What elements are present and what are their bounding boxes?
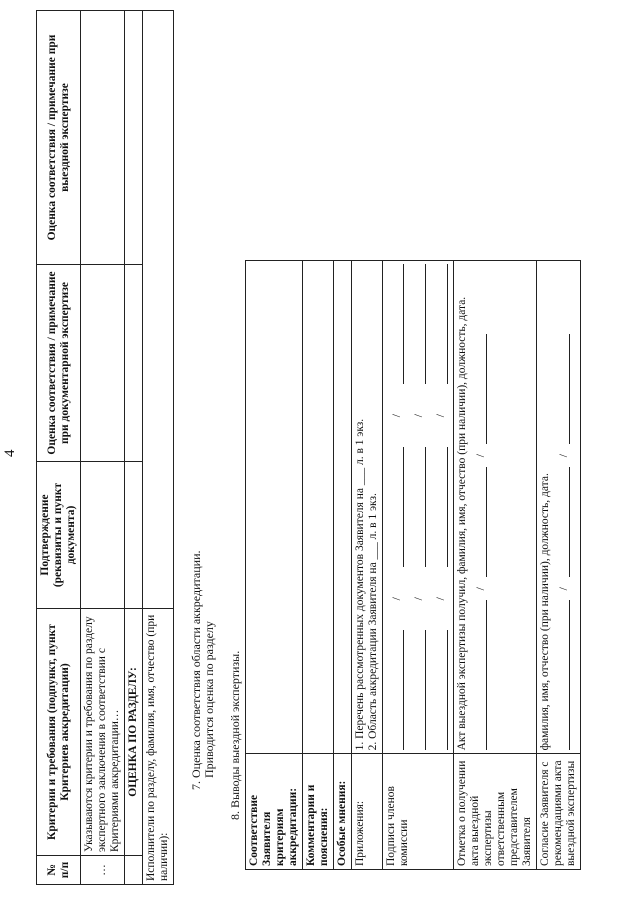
compliance-label: Соответствие Заявителя критериям аккредитации: bbox=[246, 754, 303, 870]
receipt-blank bbox=[475, 334, 487, 444]
row-number: … bbox=[81, 856, 125, 885]
receipt-label: Отметка о получении акта выездной экспертизы ответственным представителем Заявителя bbox=[454, 754, 537, 870]
consent-blank bbox=[558, 467, 570, 577]
signatures-value bbox=[383, 261, 454, 754]
consent-text: фамилия, имя, отчество (при наличии), должность, дата. bbox=[539, 473, 551, 751]
conclusions-table bbox=[245, 260, 581, 870]
signature-blank bbox=[413, 447, 426, 567]
row-criteria-text: Указываются критерии и требования по разделу экспертного заключения в соответствии с Критериями аккредитации… bbox=[81, 609, 125, 856]
special-value bbox=[334, 261, 352, 754]
section-score-empty-1 bbox=[125, 462, 143, 609]
signature-blank bbox=[391, 630, 404, 750]
consent-blank bbox=[558, 600, 570, 750]
consent-label: Согласие Заявителя с рекомендациями акта выездной экспертизы bbox=[537, 754, 581, 870]
comments-label: Комментарии и пояснения: bbox=[303, 754, 334, 870]
comments-row bbox=[303, 261, 334, 870]
col-criteria-header: Критерии и требования (подпункт, пункт Критериев аккредитации) bbox=[37, 609, 81, 856]
signature-blank bbox=[413, 630, 426, 750]
consent-row bbox=[537, 261, 581, 870]
criteria-table bbox=[36, 10, 174, 885]
signature-blank bbox=[413, 264, 426, 384]
row-doc-assessment bbox=[81, 265, 125, 462]
consent-blanks: / / bbox=[558, 264, 571, 750]
col-doc-assessment-header: Оценка соответствия / примечание при документарной экспертизе bbox=[37, 265, 81, 462]
receipt-blank bbox=[475, 467, 487, 577]
signature-line-1: / / bbox=[385, 264, 407, 750]
page-number: 4 bbox=[2, 449, 18, 457]
col-site-assessment-header: Оценка соответствия / примечание при выездной экспертизе bbox=[37, 11, 81, 265]
attachments-row bbox=[352, 261, 383, 870]
section-score-row bbox=[125, 11, 143, 885]
section7 bbox=[190, 551, 216, 791]
section-score-label: ОЦЕНКА ПО РАЗДЕЛУ: bbox=[125, 609, 143, 856]
signature-blank bbox=[391, 264, 404, 384]
compliance-value bbox=[246, 261, 303, 754]
attachments-value bbox=[352, 261, 383, 754]
signature-blank bbox=[435, 630, 448, 750]
section8-title: 8. Выводы выездной экспертизы. bbox=[228, 650, 242, 820]
section-score-num bbox=[125, 856, 143, 885]
table-row bbox=[81, 11, 125, 885]
section-score-empty-3 bbox=[125, 11, 143, 265]
signature-line-2: / / bbox=[407, 264, 429, 750]
section7-subtitle: Приводится оценка по разделу bbox=[202, 621, 216, 778]
signature-line-3: / / bbox=[429, 264, 451, 750]
signature-blank bbox=[435, 447, 448, 567]
criteria-header-row bbox=[37, 11, 81, 885]
signature-blank bbox=[435, 264, 448, 384]
receipt-row bbox=[454, 261, 537, 870]
attachment-1: 1. Перечень рассмотренных документов Заявителя на ___ л. в 1 экз. bbox=[354, 418, 366, 751]
executors-value bbox=[143, 11, 174, 609]
special-row bbox=[334, 261, 352, 870]
comments-value bbox=[303, 261, 334, 754]
col-number-header: № п/п bbox=[37, 856, 81, 885]
signatures-row bbox=[383, 261, 454, 870]
attachment-2: 2. Область аккредитации Заявителя на ___ л. в 1 экз. bbox=[367, 493, 379, 751]
receipt-value bbox=[454, 261, 537, 754]
signature-blank bbox=[391, 447, 404, 567]
row-site-assessment bbox=[81, 11, 125, 265]
consent-blank bbox=[558, 334, 570, 444]
section7-title: 7. Оценка соответствия области аккредитации. bbox=[189, 550, 203, 790]
executors-row bbox=[143, 11, 174, 885]
compliance-row bbox=[246, 261, 303, 870]
attachments-label: Приложения: bbox=[352, 754, 383, 870]
receipt-text: Акт выездной экспертизы получил, фамилия, имя, отчество (при наличии), должность, дата. bbox=[456, 296, 468, 751]
consent-value bbox=[537, 261, 581, 754]
receipt-blank bbox=[475, 600, 487, 750]
col-confirmation-header: Подтверждение (реквизиты и пункт документа) bbox=[37, 462, 81, 609]
section-score-empty-2 bbox=[125, 265, 143, 462]
executors-label: Исполнители по разделу, фамилия, имя, отчество (при наличии): bbox=[143, 609, 174, 885]
receipt-blanks: / / bbox=[475, 264, 488, 750]
row-confirmation bbox=[81, 462, 125, 609]
special-label: Особые мнения: bbox=[334, 754, 352, 870]
signatures-label: Подписи членов комиссии bbox=[383, 754, 454, 870]
